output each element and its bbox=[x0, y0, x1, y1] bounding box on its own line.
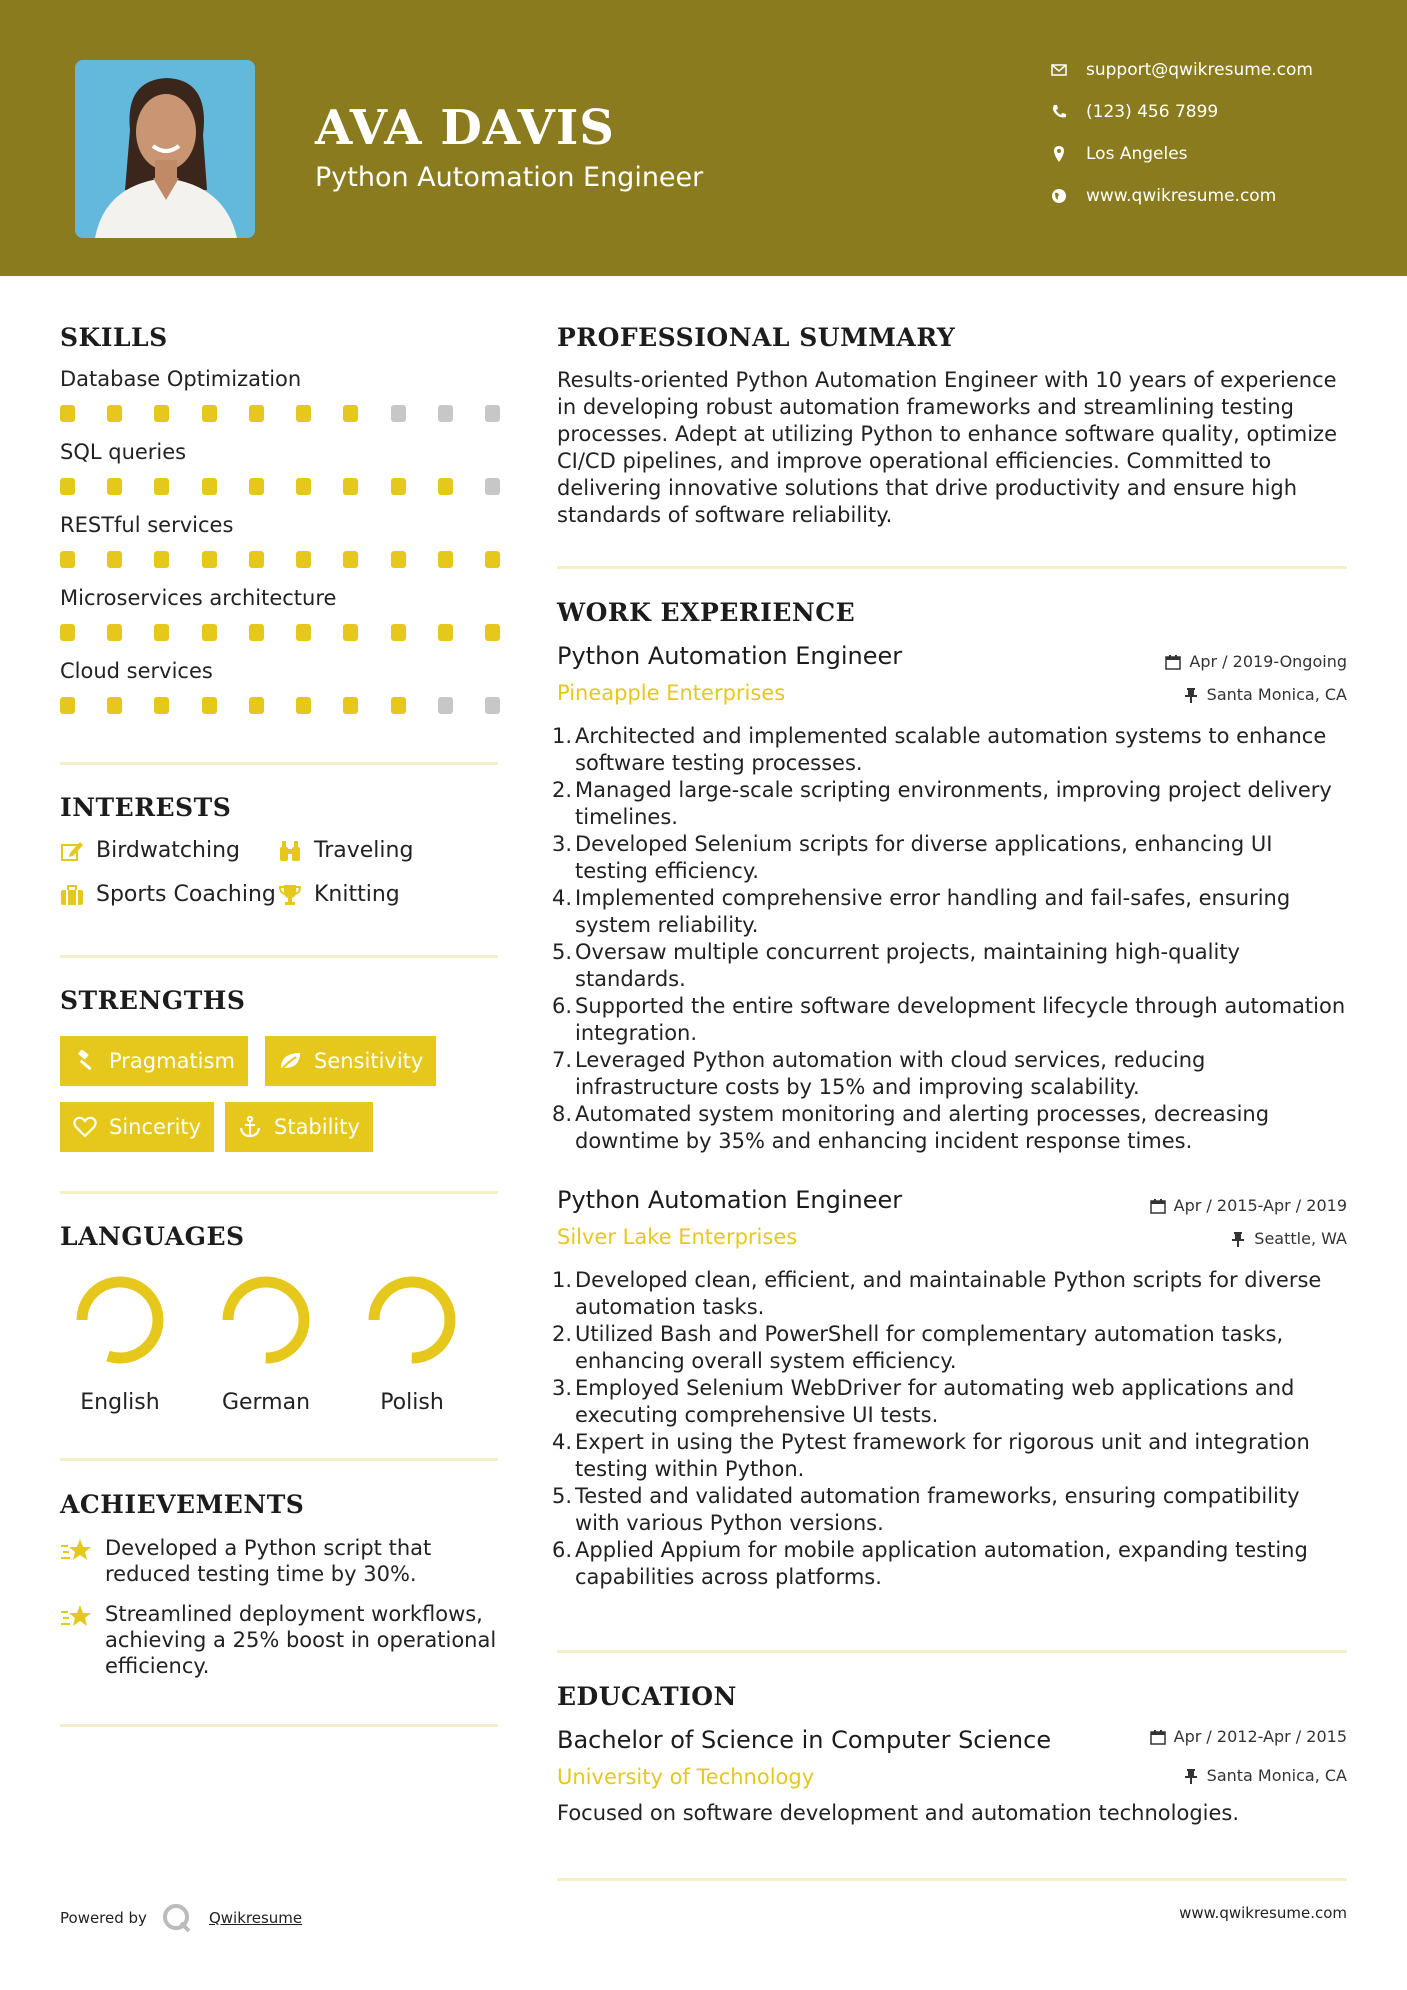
achievements-heading: ACHIEVEMENTS bbox=[60, 1490, 305, 1519]
skill-dot bbox=[60, 405, 75, 422]
skill-rating bbox=[60, 478, 500, 495]
skill-dot bbox=[107, 551, 122, 568]
contact-website[interactable] bbox=[1050, 186, 1276, 206]
skill-dot bbox=[107, 624, 122, 641]
powered-by-label: Powered by bbox=[60, 1909, 147, 1927]
skill-dot bbox=[391, 478, 406, 495]
education-description: Focused on software development and automation technologies. bbox=[557, 1801, 1240, 1825]
job-bullets bbox=[551, 723, 1350, 1155]
education-degree: Bachelor of Science in Computer Science bbox=[557, 1726, 1052, 1754]
pencil-icon bbox=[60, 840, 84, 862]
language-item bbox=[65, 1272, 175, 1415]
skill-dot bbox=[296, 405, 311, 422]
contact-email-text: support@qwikresume.com bbox=[1086, 60, 1313, 80]
skill-dot bbox=[391, 624, 406, 641]
bullet-text: Tested and validated automation frameworks, ensuring compatibility with various Python versions. bbox=[575, 1484, 1300, 1535]
star-trail-icon bbox=[60, 1603, 92, 1631]
pushpin-icon bbox=[1230, 1231, 1246, 1247]
bullet-number: 3. bbox=[551, 1376, 572, 1400]
job-bullet bbox=[551, 1429, 1350, 1483]
skill-dot bbox=[202, 624, 217, 641]
bullet-number: 3. bbox=[551, 832, 572, 856]
skill-dot bbox=[438, 624, 453, 641]
skill-dot bbox=[438, 697, 453, 714]
interest-item bbox=[278, 882, 400, 907]
bullet-text: Employed Selenium WebDriver for automating web applications and executing comprehensive UI tests. bbox=[575, 1376, 1295, 1427]
skill-dot bbox=[60, 624, 75, 641]
bullet-text: Leveraged Python automation with cloud services, reducing infrastructure costs by 15% and improving scalability. bbox=[575, 1048, 1206, 1099]
candidate-title: Python Automation Engineer bbox=[315, 162, 704, 193]
job-bullet bbox=[551, 1537, 1350, 1591]
skill-dot bbox=[343, 551, 358, 568]
bullet-number: 7. bbox=[551, 1048, 572, 1072]
job-bullet bbox=[551, 1483, 1350, 1537]
skill-dot bbox=[438, 405, 453, 422]
contact-location-text: Los Angeles bbox=[1086, 144, 1188, 164]
skill-label: SQL queries bbox=[60, 440, 187, 464]
interest-label: Sports Coaching bbox=[96, 882, 276, 907]
divider bbox=[60, 1191, 498, 1194]
job-dates bbox=[1150, 1196, 1347, 1215]
briefcase-icon bbox=[60, 884, 84, 906]
interest-label: Traveling bbox=[314, 838, 414, 863]
job-bullet bbox=[551, 1375, 1350, 1429]
profile-photo bbox=[75, 60, 255, 238]
skill-dot bbox=[296, 551, 311, 568]
job-bullet bbox=[551, 1101, 1350, 1155]
skill-label: Microservices architecture bbox=[60, 586, 337, 610]
divider bbox=[557, 566, 1347, 569]
bullet-text: Oversaw multiple concurrent projects, maintaining high-quality standards. bbox=[575, 940, 1240, 991]
strength-tag bbox=[60, 1036, 248, 1086]
job-dates-text: Apr / 2015-Apr / 2019 bbox=[1173, 1196, 1347, 1215]
skill-dot bbox=[202, 405, 217, 422]
skill-dot bbox=[296, 478, 311, 495]
achievement-text: Streamlined deployment workflows, achieving a 25% boost in operational efficiency. bbox=[105, 1602, 497, 1678]
skill-dot bbox=[485, 697, 500, 714]
skill-dot bbox=[249, 624, 264, 641]
interest-item bbox=[278, 838, 413, 863]
strength-label: Pragmatism bbox=[109, 1049, 235, 1073]
bullet-number: 4. bbox=[551, 1430, 572, 1454]
language-gauge bbox=[218, 1272, 314, 1368]
job-bullet bbox=[551, 1267, 1350, 1321]
skill-label: Cloud services bbox=[60, 659, 213, 683]
leaf-icon bbox=[278, 1050, 302, 1072]
bullet-text: Architected and implemented scalable automation systems to enhance software testing processes. bbox=[575, 724, 1327, 775]
job-bullet bbox=[551, 1321, 1350, 1375]
skill-dot bbox=[202, 478, 217, 495]
bullet-number: 6. bbox=[551, 1538, 572, 1562]
pushpin-icon bbox=[1183, 1768, 1199, 1784]
interests-heading: INTERESTS bbox=[60, 793, 232, 822]
skill-dot bbox=[343, 697, 358, 714]
gavel-icon bbox=[73, 1050, 97, 1072]
education-school: University of Technology bbox=[557, 1765, 815, 1789]
bullet-text: Managed large-scale scripting environments, improving project delivery timelines. bbox=[575, 778, 1332, 829]
achievement-text: Developed a Python script that reduced testing time by 30%. bbox=[105, 1536, 432, 1586]
contact-phone-text: (123) 456 7899 bbox=[1086, 102, 1219, 122]
education-dates bbox=[1150, 1727, 1347, 1746]
job-bullets bbox=[551, 1267, 1350, 1591]
language-gauge bbox=[364, 1272, 460, 1368]
skill-dot bbox=[154, 478, 169, 495]
strength-tag bbox=[60, 1102, 214, 1152]
bullet-number: 1. bbox=[551, 724, 572, 748]
footer-powered-by bbox=[60, 1903, 302, 1933]
skill-dot bbox=[438, 478, 453, 495]
achievement-item bbox=[60, 1601, 505, 1679]
bullet-number: 6. bbox=[551, 994, 572, 1018]
skill-dot bbox=[154, 624, 169, 641]
education-dates-text: Apr / 2012-Apr / 2015 bbox=[1173, 1727, 1347, 1746]
bullet-number: 5. bbox=[551, 1484, 572, 1508]
contact-phone[interactable] bbox=[1050, 102, 1218, 122]
skill-rating bbox=[60, 551, 500, 568]
qwikresume-logo-icon bbox=[161, 1903, 195, 1933]
phone-icon bbox=[1050, 103, 1068, 121]
interest-label: Knitting bbox=[314, 882, 400, 907]
skill-dot bbox=[154, 697, 169, 714]
bullet-text: Automated system monitoring and alerting processes, decreasing downtime by 35% and enhancing incident response times. bbox=[575, 1102, 1270, 1153]
job-location-text: Seattle, WA bbox=[1254, 1229, 1347, 1248]
skill-dot bbox=[296, 697, 311, 714]
bullet-text: Applied Appium for mobile application automation, expanding testing capabilities across platforms. bbox=[575, 1538, 1308, 1589]
language-gauge-arc bbox=[228, 1282, 304, 1358]
strengths-heading: STRENGTHS bbox=[60, 986, 246, 1015]
skill-dot bbox=[485, 405, 500, 422]
bullet-text: Utilized Bash and PowerShell for complementary automation tasks, enhancing overall system efficiency. bbox=[575, 1322, 1284, 1373]
skill-dot bbox=[107, 478, 122, 495]
skill-dot bbox=[391, 551, 406, 568]
skill-dot bbox=[343, 624, 358, 641]
contact-email[interactable] bbox=[1050, 60, 1313, 80]
star-trail-icon bbox=[60, 1537, 92, 1565]
skill-dot bbox=[249, 551, 264, 568]
pushpin-icon bbox=[1183, 687, 1199, 703]
interest-item bbox=[60, 838, 240, 863]
skill-dot bbox=[202, 551, 217, 568]
skill-dot bbox=[438, 551, 453, 568]
summary-text: Results-oriented Python Automation Engineer with 10 years of experience in developing robust automation frameworks and streamlining testing processes. Adept at utilizing Python to enhance software quality, optimize CI/CD pipelines, and improve operational efficiencies. Committed to delivering innovative solutions that drive productivity and ensure high standards of software reliability. bbox=[557, 368, 1338, 527]
skill-dot bbox=[154, 551, 169, 568]
language-item bbox=[211, 1272, 321, 1415]
job-location bbox=[1183, 685, 1347, 704]
divider bbox=[557, 1650, 1347, 1653]
language-gauge-arc bbox=[374, 1282, 450, 1358]
skill-rating bbox=[60, 405, 500, 422]
language-gauge bbox=[72, 1272, 168, 1368]
bullet-number: 4. bbox=[551, 886, 572, 910]
job-bullet bbox=[551, 723, 1350, 777]
strength-label: Sensitivity bbox=[314, 1049, 424, 1073]
job-bullet bbox=[551, 1047, 1350, 1101]
job-bullet bbox=[551, 939, 1350, 993]
skill-rating bbox=[60, 697, 500, 714]
job-bullet bbox=[551, 993, 1350, 1047]
contact-website-text: www.qwikresume.com bbox=[1086, 186, 1277, 206]
skill-dot bbox=[485, 478, 500, 495]
binoculars-icon bbox=[278, 840, 302, 862]
education-location-text: Santa Monica, CA bbox=[1206, 1766, 1347, 1785]
job-dates-text: Apr / 2019-Ongoing bbox=[1189, 652, 1347, 671]
divider bbox=[557, 1878, 1347, 1881]
bullet-number: 2. bbox=[551, 778, 572, 802]
language-label: Polish bbox=[380, 1390, 444, 1415]
trophy-icon bbox=[278, 884, 302, 906]
bullet-text: Developed Selenium scripts for diverse applications, enhancing UI testing efficiency. bbox=[575, 832, 1273, 883]
globe-icon bbox=[1050, 187, 1068, 205]
contact-location bbox=[1050, 144, 1188, 164]
job-bullet bbox=[551, 777, 1350, 831]
skill-dot bbox=[249, 697, 264, 714]
languages-heading: LANGUAGES bbox=[60, 1222, 245, 1251]
calendar-icon bbox=[1165, 654, 1181, 670]
skill-dot bbox=[107, 697, 122, 714]
skill-dot bbox=[249, 478, 264, 495]
skill-dot bbox=[485, 551, 500, 568]
calendar-icon bbox=[1150, 1729, 1166, 1745]
skill-dot bbox=[391, 697, 406, 714]
divider bbox=[60, 1458, 498, 1461]
language-gauge-arc bbox=[82, 1282, 158, 1358]
skill-dot bbox=[154, 405, 169, 422]
divider bbox=[60, 762, 498, 765]
divider bbox=[60, 1724, 498, 1727]
bullet-text: Implemented comprehensive error handling and fail-safes, ensuring system reliability. bbox=[575, 886, 1291, 937]
skill-dot bbox=[202, 697, 217, 714]
education-heading: EDUCATION bbox=[557, 1682, 737, 1711]
skill-dot bbox=[343, 405, 358, 422]
anchor-icon bbox=[238, 1116, 262, 1138]
heart-icon bbox=[73, 1116, 97, 1138]
interest-item bbox=[60, 882, 276, 907]
language-item bbox=[357, 1272, 467, 1415]
strength-tag bbox=[265, 1036, 436, 1086]
education-location bbox=[1183, 1766, 1347, 1785]
language-label: German bbox=[221, 1390, 311, 1415]
job-bullet bbox=[551, 885, 1350, 939]
experience-heading: WORK EXPERIENCE bbox=[557, 598, 856, 627]
language-label: English bbox=[80, 1390, 160, 1415]
strength-label: Sincerity bbox=[109, 1115, 202, 1139]
skills-heading: SKILLS bbox=[60, 323, 168, 352]
achievement-item bbox=[60, 1535, 505, 1587]
skill-dot bbox=[60, 551, 75, 568]
skill-dot bbox=[485, 624, 500, 641]
calendar-icon bbox=[1150, 1198, 1166, 1214]
skill-dot bbox=[60, 697, 75, 714]
bullet-number: 8. bbox=[551, 1102, 572, 1126]
job-company: Silver Lake Enterprises bbox=[557, 1225, 798, 1249]
skill-rating bbox=[60, 624, 500, 641]
job-role: Python Automation Engineer bbox=[557, 642, 903, 670]
job-dates bbox=[1165, 652, 1347, 671]
bullet-number: 1. bbox=[551, 1268, 572, 1292]
bullet-text: Developed clean, efficient, and maintainable Python scripts for diverse automation tasks. bbox=[575, 1268, 1322, 1319]
candidate-name: AVA DAVIS bbox=[315, 100, 615, 156]
skill-dot bbox=[60, 478, 75, 495]
bullet-text: Expert in using the Pytest framework for rigorous unit and integration testing within Python. bbox=[575, 1430, 1310, 1481]
summary-heading: PROFESSIONAL SUMMARY bbox=[557, 323, 956, 352]
skill-dot bbox=[107, 405, 122, 422]
skill-dot bbox=[391, 405, 406, 422]
skill-label: Database Optimization bbox=[60, 367, 302, 391]
bullet-number: 2. bbox=[551, 1322, 572, 1346]
resume-header bbox=[0, 0, 1407, 276]
job-role: Python Automation Engineer bbox=[557, 1186, 903, 1214]
skill-dot bbox=[249, 405, 264, 422]
job-company: Pineapple Enterprises bbox=[557, 681, 786, 705]
divider bbox=[60, 955, 498, 958]
envelope-icon bbox=[1050, 61, 1068, 79]
job-location bbox=[1230, 1229, 1347, 1248]
bullet-number: 5. bbox=[551, 940, 572, 964]
skill-dot bbox=[343, 478, 358, 495]
job-location-text: Santa Monica, CA bbox=[1206, 685, 1347, 704]
strength-label: Stability bbox=[274, 1115, 360, 1139]
qwikresume-link[interactable]: Qwikresume bbox=[208, 1909, 303, 1927]
skill-dot bbox=[296, 624, 311, 641]
job-bullet bbox=[551, 831, 1350, 885]
skill-label: RESTful services bbox=[60, 513, 234, 537]
strength-tag bbox=[225, 1102, 373, 1152]
bullet-text: Supported the entire software development lifecycle through automation integration. bbox=[575, 994, 1346, 1045]
location-pin-icon bbox=[1050, 145, 1068, 163]
footer-website[interactable]: www.qwikresume.com bbox=[1179, 1904, 1347, 1922]
interest-label: Birdwatching bbox=[96, 838, 240, 863]
